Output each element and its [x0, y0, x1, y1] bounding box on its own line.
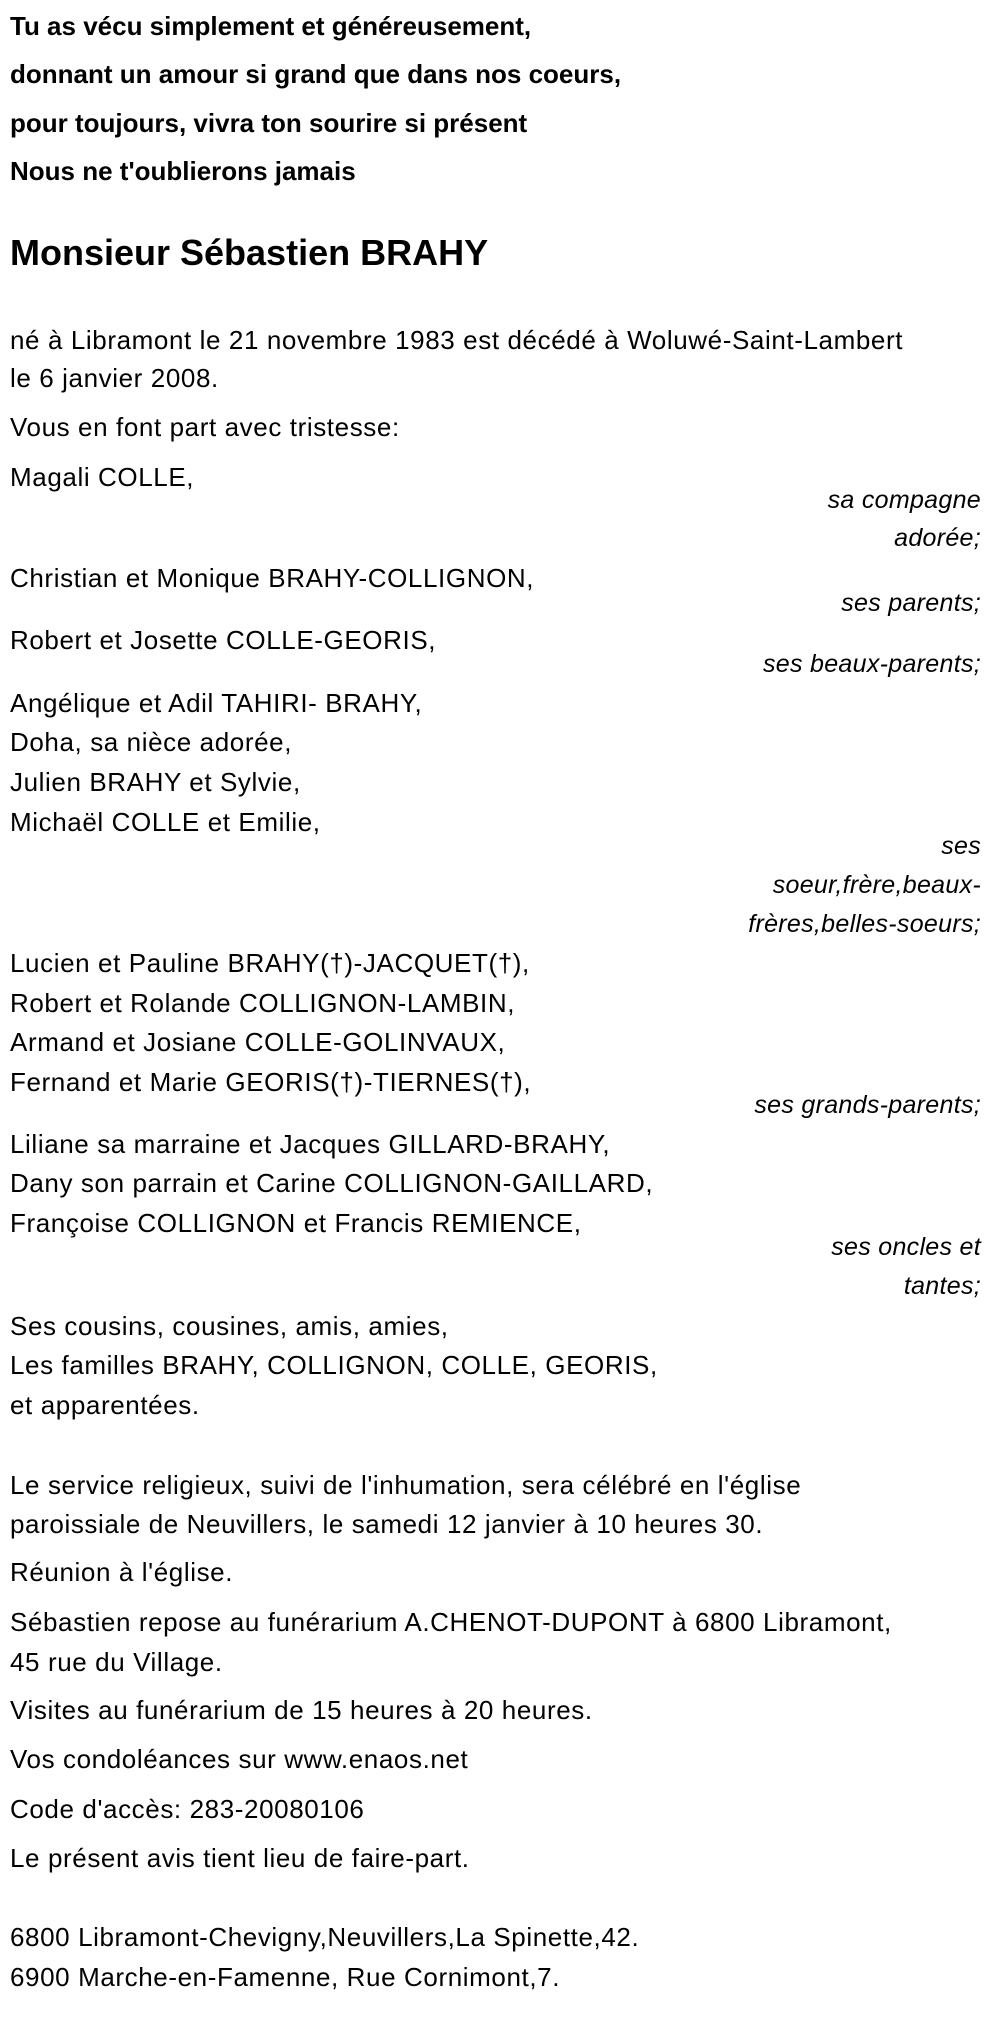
family-relation: ses grands-parents;: [754, 1091, 981, 1119]
family-relation: soeur,frère,beaux-: [772, 871, 981, 899]
address-line: 6800 Libramont-Chevigny,Neuvillers,La Spinette,42.: [10, 1922, 640, 1952]
service-line: Réunion à l'église.: [10, 1557, 234, 1587]
address-line: 6900 Marche-en-Famenne, Rue Cornimont,7.: [10, 1962, 561, 1992]
service-line: paroissiale de Neuvillers, le samedi 12 janvier à 10 heures 30.: [10, 1509, 764, 1539]
family-relation: ses beaux-parents;: [762, 650, 981, 678]
birth-death-line: né à Libramont le 21 novembre 1983 est décédé à Woluwé-Saint-Lambert: [10, 325, 904, 355]
service-line: Le service religieux, suivi de l'inhumation, sera célébré en l'église: [10, 1470, 802, 1500]
family-name: Magali COLLE,: [10, 462, 195, 492]
family-name: Ses cousins, cousines, amis, amies,: [10, 1311, 449, 1341]
family-name: Michaël COLLE et Emilie,: [10, 807, 321, 837]
poem-line: Nous ne t'oublierons jamais: [10, 156, 356, 186]
family-relation: frères,belles-soeurs;: [748, 910, 981, 938]
poem-line: donnant un amour si grand que dans nos coeurs,: [10, 59, 622, 89]
family-relation: ses parents;: [841, 589, 981, 617]
deceased-name-title: Monsieur Sébastien BRAHY: [10, 232, 489, 273]
family-name: Liliane sa marraine et Jacques GILLARD-BRAHY,: [10, 1129, 611, 1159]
family-relation: adorée;: [894, 524, 981, 552]
service-line: Sébastien repose au funérarium A.CHENOT-DUPONT à 6800 Libramont,: [10, 1607, 892, 1637]
family-name: Christian et Monique BRAHY-COLLIGNON,: [10, 563, 535, 593]
family-name: Les familles BRAHY, COLLIGNON, COLLE, GEORIS,: [10, 1350, 658, 1380]
family-name: Dany son parrain et Carine COLLIGNON-GAILLARD,: [10, 1168, 654, 1198]
family-name: Lucien et Pauline BRAHY(†)-JACQUET(†),: [10, 948, 530, 978]
family-relation: tantes;: [903, 1272, 981, 1300]
family-name: Doha, sa nièce adorée,: [10, 727, 293, 757]
family-name: Angélique et Adil TAHIRI- BRAHY,: [10, 688, 423, 718]
family-name: Armand et Josiane COLLE-GOLINVAUX,: [10, 1027, 506, 1057]
intro-text: Vous en font part avec tristesse:: [10, 412, 400, 442]
family-relation: ses: [941, 832, 981, 860]
family-relation: sa compagne: [827, 486, 981, 514]
family-name: et apparentées.: [10, 1390, 200, 1420]
family-name: Françoise COLLIGNON et Francis REMIENCE,: [10, 1208, 582, 1238]
condolences-link: Vos condoléances sur www.enaos.net: [10, 1744, 469, 1774]
family-name: Julien BRAHY et Sylvie,: [10, 767, 301, 797]
family-name: Fernand et Marie GEORIS(†)-TIERNES(†),: [10, 1067, 532, 1097]
access-code: Code d'accès: 283-20080106: [10, 1794, 365, 1824]
poem-line: Tu as vécu simplement et généreusement,: [10, 11, 532, 41]
service-line: Visites au funérarium de 15 heures à 20 heures.: [10, 1695, 593, 1725]
service-line: 45 rue du Village.: [10, 1647, 223, 1677]
service-line: Le présent avis tient lieu de faire-part.: [10, 1843, 470, 1873]
poem-line: pour toujours, vivra ton sourire si présent: [10, 108, 528, 138]
family-name: Robert et Rolande COLLIGNON-LAMBIN,: [10, 988, 516, 1018]
birth-death-line: le 6 janvier 2008.: [10, 363, 219, 393]
family-name: Robert et Josette COLLE-GEORIS,: [10, 625, 437, 655]
family-relation: ses oncles et: [831, 1233, 981, 1261]
